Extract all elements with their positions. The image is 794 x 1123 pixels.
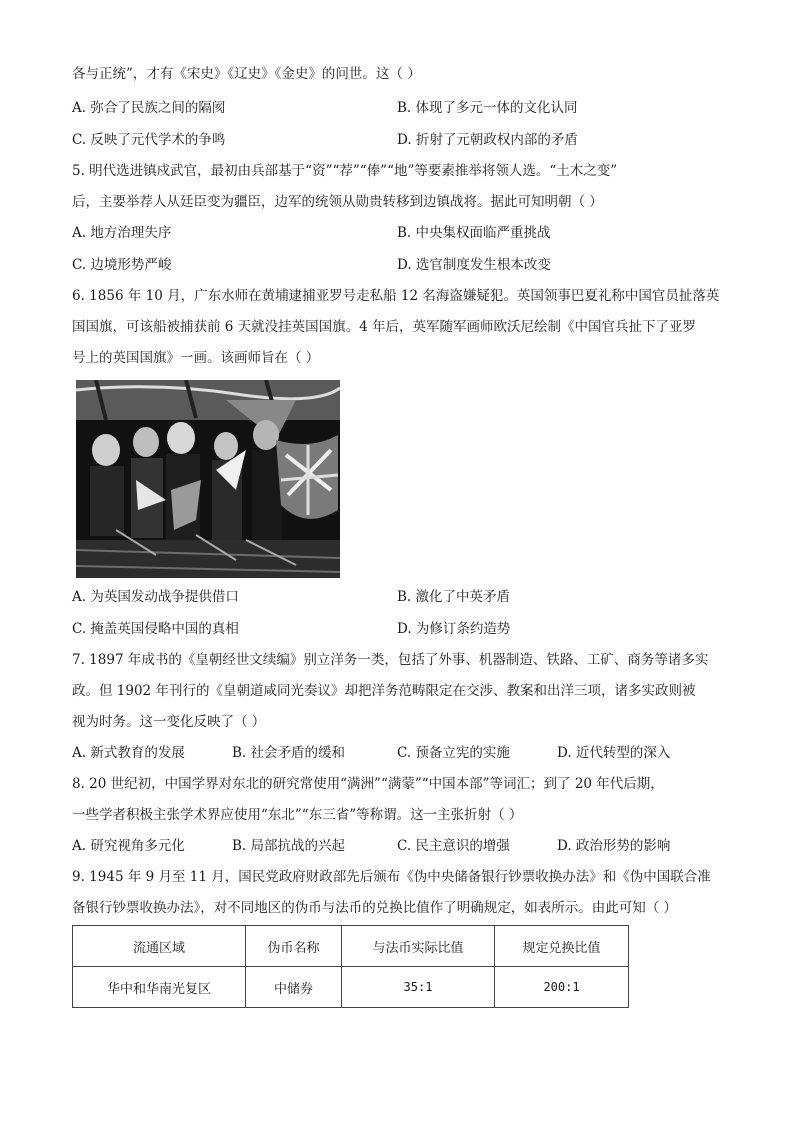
- q7-stem-line-1: 7. 1897 年成书的《皇朝经世文续编》别立洋务一类，包括了外事、机器制造、铁路、工矿、商务等诸多实: [72, 652, 709, 668]
- table-header-cell: 规定兑换比值: [495, 926, 629, 967]
- q5-stem-line-1: 5. 明代选进镇戍武官，最初由兵部基于“资”“荐”“俸”“地”等要素推举将领人选。“土木之变”: [72, 163, 618, 179]
- q4-stem-tail: 各与正统”，才有《宋史》《辽史》《金史》的问世。这（ ）: [72, 66, 421, 82]
- q9-stem-line-1: 9. 1945 年 9 月至 11 月，国民党政府财政部先后颁布《伪中央储备银行钞票收换办法》和《伪中国联合准: [72, 869, 711, 885]
- q4-option-b[interactable]: B. 体现了多元一体的文化认同: [397, 100, 578, 116]
- table-header-row: [73, 926, 629, 967]
- table-row: [73, 967, 629, 1008]
- q5-option-b[interactable]: B. 中央集权面临严重挑战: [397, 225, 551, 241]
- table-header-cell: 伪币名称: [246, 926, 342, 967]
- q8-option-c[interactable]: C. 民主意识的增强: [397, 838, 510, 854]
- q7-stem-line-2: 政。但 1902 年刊行的《皇朝道咸同光奏议》却把洋务范畴限定在交涉、教案和出洋三项，诸多实政则被: [72, 683, 696, 699]
- table-cell: 200:1: [495, 967, 629, 1008]
- q7-option-a[interactable]: A. 新式教育的发展: [72, 745, 185, 761]
- table-cell: 中储券: [246, 967, 342, 1008]
- q5-option-c[interactable]: C. 边境形势严峻: [72, 257, 172, 273]
- q7-option-b[interactable]: B. 社会矛盾的缓和: [232, 745, 346, 761]
- q7-stem-line-3: 视为时务。这一变化反映了（ ）: [72, 714, 266, 730]
- q6-stem-line-1: 6. 1856 年 10 月，广东水师在黄埔逮捕亚罗号走私船 12 名海盗嫌疑犯。英国领事巴夏礼称中国官员扯落英: [72, 288, 720, 304]
- q8-stem-line-1: 8. 20 世纪初，中国学界对东北的研究常使用“满洲”“满蒙”“中国本部”等词汇；到了 20 年代后期，: [72, 776, 664, 792]
- q9-stem-line-2: 备银行钞票收换办法》，对不同地区的伪币与法币的兑换比值作了明确规定，如表所示。由此可知（ ）: [72, 900, 678, 916]
- table-header-cell: 流通区域: [73, 926, 246, 967]
- table-cell: 华中和华南光复区: [73, 967, 246, 1008]
- q4-option-d[interactable]: D. 折射了元朝政权内部的矛盾: [397, 132, 578, 148]
- q4-option-a[interactable]: A. 弥合了民族之间的隔阂: [72, 100, 226, 116]
- q7-option-d[interactable]: D. 近代转型的深入: [557, 745, 671, 761]
- q5-option-d[interactable]: D. 选官制度发生根本改变: [397, 257, 551, 273]
- arrow-flag-engraving-image: [76, 380, 340, 578]
- q8-option-a[interactable]: A. 研究视角多元化: [72, 838, 185, 854]
- q6-option-a[interactable]: A. 为英国发动战争提供借口: [72, 589, 239, 605]
- q6-option-c[interactable]: C. 掩盖英国侵略中国的真相: [72, 621, 239, 637]
- table-cell: 35:1: [342, 967, 495, 1008]
- q8-option-b[interactable]: B. 局部抗战的兴起: [232, 838, 346, 854]
- q6-option-b[interactable]: B. 激化了中英矛盾: [397, 589, 511, 605]
- q6-stem-line-2: 国国旗，可该船被捕获前 6 天就没挂英国国旗。4 年后，英军随军画师欧沃尼绘制《中国官兵扯下了亚罗: [72, 319, 697, 335]
- q6-stem-line-3: 号上的英国国旗》一画。该画师旨在（ ）: [72, 350, 320, 366]
- q8-option-d[interactable]: D. 政治形势的影响: [557, 838, 671, 854]
- table-header-cell: 与法币实际比值: [342, 926, 495, 967]
- q4-option-c[interactable]: C. 反映了元代学术的争鸣: [72, 132, 226, 148]
- q8-stem-line-2: 一些学者积极主张学术界应使用“东北”“东三省”等称谓。这一主张折射（ ）: [72, 807, 523, 823]
- q5-stem-line-2: 后，主要举荐人从廷臣变为疆臣，边军的统领从勋贵转移到边镇战将。据此可知明朝（ ）: [72, 194, 603, 210]
- exchange-rate-table: [72, 925, 629, 1008]
- q6-option-d[interactable]: D. 为修订条约造势: [397, 621, 511, 637]
- q7-option-c[interactable]: C. 预备立宪的实施: [397, 745, 510, 761]
- q5-option-a[interactable]: A. 地方治理失序: [72, 225, 172, 241]
